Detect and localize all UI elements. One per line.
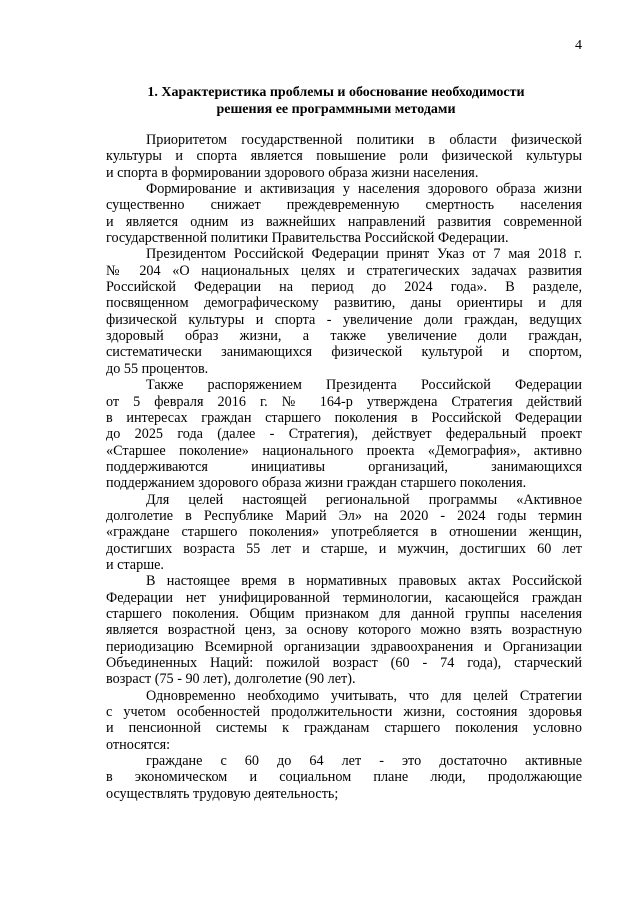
text-line: Также распоряжением Президента Российской Федерации [146, 377, 582, 394]
paragraph [106, 181, 582, 246]
text-line: «граждане старшего поколения» употребляется в отношении женщин, [106, 524, 582, 541]
text-line: от 5 февраля 2016 г. № 164-р утверждена Стратегия действий [106, 393, 582, 410]
text-line: посвященном демографическому развитию, даны ориентиры и для [106, 295, 582, 312]
text-line: и пенсионной системы к гражданам старшего поколения условно [106, 720, 582, 737]
paragraph [106, 688, 582, 753]
text-line: Федерации нет унифицированной терминологии, касающейся граждан [106, 589, 582, 606]
section-heading [106, 84, 566, 118]
text-line: В настоящее время в нормативных правовых актах Российской [146, 573, 582, 590]
text-line: до 55 процентов. [106, 360, 209, 377]
text-line: здоровый образ жизни, а также увеличение доли граждан, [106, 328, 582, 345]
text-line: достигших возраста 55 лет и старше, и мужчин, достигших 60 лет [106, 540, 582, 557]
text-line: Объединенных Наций: пожилой возраст (60 - 74 года), старческий [106, 655, 582, 671]
text-line: «Старшее поколение» национального проекта «Демография», активно [106, 442, 582, 459]
text-line: осуществлять трудовую деятельность; [106, 785, 339, 802]
text-line: граждане с 60 до 64 лет - это достаточно активные [146, 753, 582, 770]
paragraph [106, 246, 582, 377]
text-line: периодизацию Всемирной организации здравоохранения и Организации [106, 638, 582, 655]
text-line: старшего поколения. Общим признаком для данной группы населения [106, 605, 582, 622]
text-line: и спорта в формировании здорового образа жизни населения. [106, 164, 479, 181]
text-line: № 204 «О национальных целях и стратегических задачах развития [106, 262, 582, 279]
text-line: относятся: [106, 736, 171, 753]
text-line: возраст (75 - 90 лет), долголетие (90 лет). [106, 671, 356, 688]
text-line: Российской Федерации на период до 2024 года». В разделе, [106, 279, 582, 296]
text-line: поддержанием здорового образа жизни граждан старшего поколения. [106, 475, 527, 492]
text-line: с учетом особенностей продолжительности жизни, состояния здоровья [106, 704, 582, 721]
text-line: существенно снижает преждевременную смертность населения [106, 197, 582, 214]
text-line: культуры и спорта является повышение роли физической культуры [106, 148, 582, 165]
text-line: является возрастной ценз, за основу которого можно взять возрастную [106, 622, 582, 639]
paragraph [106, 492, 582, 574]
text-line: государственной политики Правительства Российской Федерации. [106, 230, 509, 247]
text-line: Президентом Российской Федерации принят Указ от 7 мая 2018 г. [146, 246, 582, 263]
text-line: Для целей настоящей региональной программы «Активное [146, 491, 582, 508]
paragraph [106, 132, 582, 181]
text-line: долголетие в Республике Марий Эл» на 2020 - 2024 годы термин [106, 507, 582, 524]
paragraph [106, 377, 582, 491]
text-line: в экономическом и социальном плане люди, продолжающие [106, 769, 582, 786]
section-heading-line: решения ее программными методами [216, 102, 456, 117]
text-line: систематически занимающихся физической культурой и спортом, [106, 344, 582, 361]
section-heading-line: 1. Характеристика проблемы и обоснование необходимости [147, 85, 525, 100]
paragraph [106, 753, 582, 802]
paragraph [106, 573, 582, 687]
page-number: 4 [575, 38, 582, 53]
text-line: физической культуры и спорта - увеличение доли граждан, ведущих [106, 311, 582, 328]
body-text [106, 132, 582, 802]
text-line: до 2025 года (далее - Стратегия), действует федеральный проект [106, 426, 582, 443]
text-line: Формирование и активизация у населения здорового образа жизни [146, 181, 582, 198]
text-line: в интересах граждан старшего поколения в Российской Федерации [106, 409, 582, 426]
text-line: поддерживаются инициативы организаций, занимающихся [106, 458, 582, 475]
text-line: и старше. [106, 556, 164, 573]
text-line: Одновременно необходимо учитывать, что для целей Стратегии [146, 687, 582, 704]
text-line: Приоритетом государственной политики в области физической [146, 132, 582, 148]
text-line: и является одним из важнейших направлений развития современной [106, 213, 582, 230]
